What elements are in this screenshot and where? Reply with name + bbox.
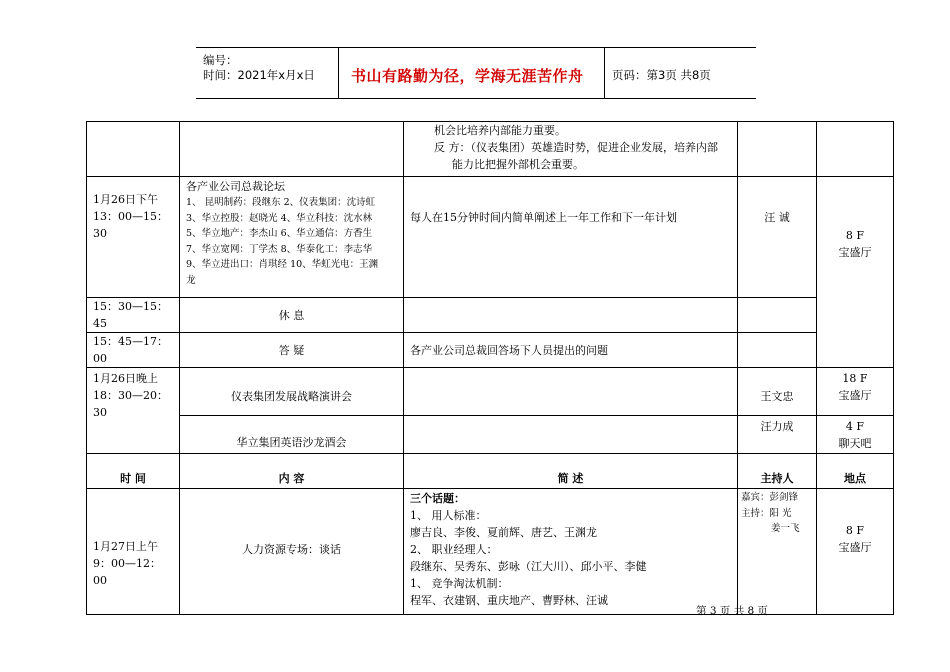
host-cell <box>738 298 817 333</box>
desc-cell <box>404 177 738 298</box>
time-line: 18：30—20：30 <box>93 389 168 419</box>
time-line: 1月27日上午 <box>93 540 158 553</box>
desc-line: 能力比把握外部机会重要。 <box>452 158 584 171</box>
host-name: 汪力成 <box>760 420 794 433</box>
table-header-row <box>87 454 894 489</box>
desc-line: 廖吉良、李俊、夏前辉、唐艺、王渊龙 <box>410 526 597 539</box>
desc-cell <box>404 416 738 454</box>
document-time-label: 时间：2021年x月x日 <box>203 68 315 82</box>
forum-speaker-line: 3、华立控股：赵晓光 4、华立科技：沈水林 <box>186 212 373 224</box>
header-page-label: 页码：第3页 共8页 <box>612 68 711 82</box>
time-cell <box>87 177 180 298</box>
desc-cell <box>404 489 738 615</box>
desc-line: 段继东、吴秀东、彭咏（江大川）、邱小平、李健 <box>410 560 647 573</box>
page-footer: 第 3 页 共 8 页 <box>696 605 769 617</box>
time-cell <box>87 368 180 454</box>
header-info-cell <box>196 48 339 98</box>
desc-cell <box>404 122 738 177</box>
desc-line: 2、 职业经理人： <box>410 543 498 556</box>
host-line: 姜一飞 <box>771 523 800 534</box>
forum-speaker-line: 龙 <box>186 274 196 286</box>
time-line: 13：00—15：30 <box>93 210 168 240</box>
column-header-content: 内 容 <box>180 454 404 489</box>
desc-cell <box>404 333 738 368</box>
place-room: 宝盛厅 <box>838 541 872 554</box>
place-room: 宝盛厅 <box>838 246 872 259</box>
schedule-table <box>86 121 894 615</box>
table-row <box>87 298 894 333</box>
event-title: 人力资源专场：谈话 <box>242 543 341 556</box>
event-title: 华立集团英语沙龙酒会 <box>236 436 347 449</box>
host-name: 王文忠 <box>760 390 794 403</box>
header-motto: 书山有路勤为径，学海无涯苦作舟 <box>351 67 584 85</box>
forum-title: 各产业公司总裁论坛 <box>186 180 285 193</box>
place-room: 聊天吧 <box>838 437 872 450</box>
table-row <box>87 122 894 177</box>
time-line: 9：00—12：00 <box>93 557 161 587</box>
forum-speaker-line: 5、华立地产：李杰山 6、华立通信：方香生 <box>186 228 373 239</box>
time-line: 15：30—15：45 <box>93 300 168 330</box>
host-line: 嘉宾：彭剑锋 <box>741 492 799 503</box>
qa-label: 答 疑 <box>278 343 305 357</box>
forum-speaker-line: 1、 昆明制药：段继东 2、仪表集团：沈诗虹 <box>186 197 376 208</box>
document-number-label: 编号： <box>203 53 238 67</box>
host-cell <box>738 177 817 298</box>
host-cell <box>738 489 817 615</box>
desc-line: 1、 竞争淘汰机制： <box>410 577 509 590</box>
page-header <box>196 47 756 99</box>
desc-cell <box>404 298 738 333</box>
time-cell <box>87 298 180 333</box>
place-floor: 8 F <box>845 229 865 242</box>
desc-line: 每人在15分钟时间内简单阐述上一年工作和下一年计划 <box>410 211 677 224</box>
time-cell <box>87 122 180 177</box>
host-cell <box>738 333 817 368</box>
host-line: 主持：阳 光 <box>741 507 792 519</box>
table-row <box>87 368 894 416</box>
time-cell <box>87 333 180 368</box>
time-line: 1月26日下午 <box>93 193 158 206</box>
content-cell <box>180 122 404 177</box>
forum-speaker-line: 9、华立进出口：肖琪经 10、华虹光电：王渊 <box>186 259 379 270</box>
desc-topics-title: 三个话题： <box>410 492 465 505</box>
host-cell <box>738 122 817 177</box>
desc-line: 程军、衣建钢、重庆地产、曹野林、汪诚 <box>410 594 608 607</box>
time-line: 15：45—17：00 <box>93 335 168 365</box>
desc-line: 反 方：（仪表集团）英雄造时势，促进企业发展，培养内部 <box>434 141 718 154</box>
header-page-cell <box>604 48 757 98</box>
desc-cell <box>404 368 738 416</box>
column-header-time: 时 间 <box>87 454 180 489</box>
event-title: 仪表集团发展战略演讲会 <box>231 390 352 403</box>
time-line: 1月26日晚上 <box>93 372 158 385</box>
place-cell <box>817 489 894 615</box>
host-cell <box>738 416 817 454</box>
place-floor: 4 F <box>845 420 865 433</box>
column-header-desc: 简 述 <box>404 454 738 489</box>
desc-line: 各产业公司总裁回答场下人员提出的问题 <box>410 343 608 357</box>
content-cell <box>180 177 404 298</box>
column-header-host: 主持人 <box>738 454 817 489</box>
place-room: 宝盛厅 <box>838 389 872 402</box>
table-row <box>87 416 894 454</box>
break-label: 休 息 <box>278 308 305 322</box>
host-name: 汪 诚 <box>764 211 790 224</box>
content-cell <box>180 489 404 615</box>
table-row <box>87 333 894 368</box>
content-cell <box>180 333 404 368</box>
time-cell <box>87 489 180 615</box>
content-cell <box>180 368 404 416</box>
content-cell <box>180 416 404 454</box>
table-row <box>87 489 894 615</box>
desc-line: 机会比培养内部能力重要。 <box>434 124 566 137</box>
place-cell <box>817 368 894 416</box>
place-cell <box>817 122 894 177</box>
column-header-place: 地点 <box>817 454 894 489</box>
content-cell <box>180 298 404 333</box>
forum-speaker-line: 7、华立宽网：丁学杰 8、华泰化工：李志华 <box>186 243 373 255</box>
place-floor: 8 F <box>845 524 865 537</box>
host-cell <box>738 368 817 416</box>
place-floor: 18 F <box>842 372 868 385</box>
place-cell <box>817 177 894 368</box>
table-row <box>87 177 894 298</box>
desc-line: 1、 用人标准： <box>410 509 487 522</box>
place-cell <box>817 416 894 454</box>
